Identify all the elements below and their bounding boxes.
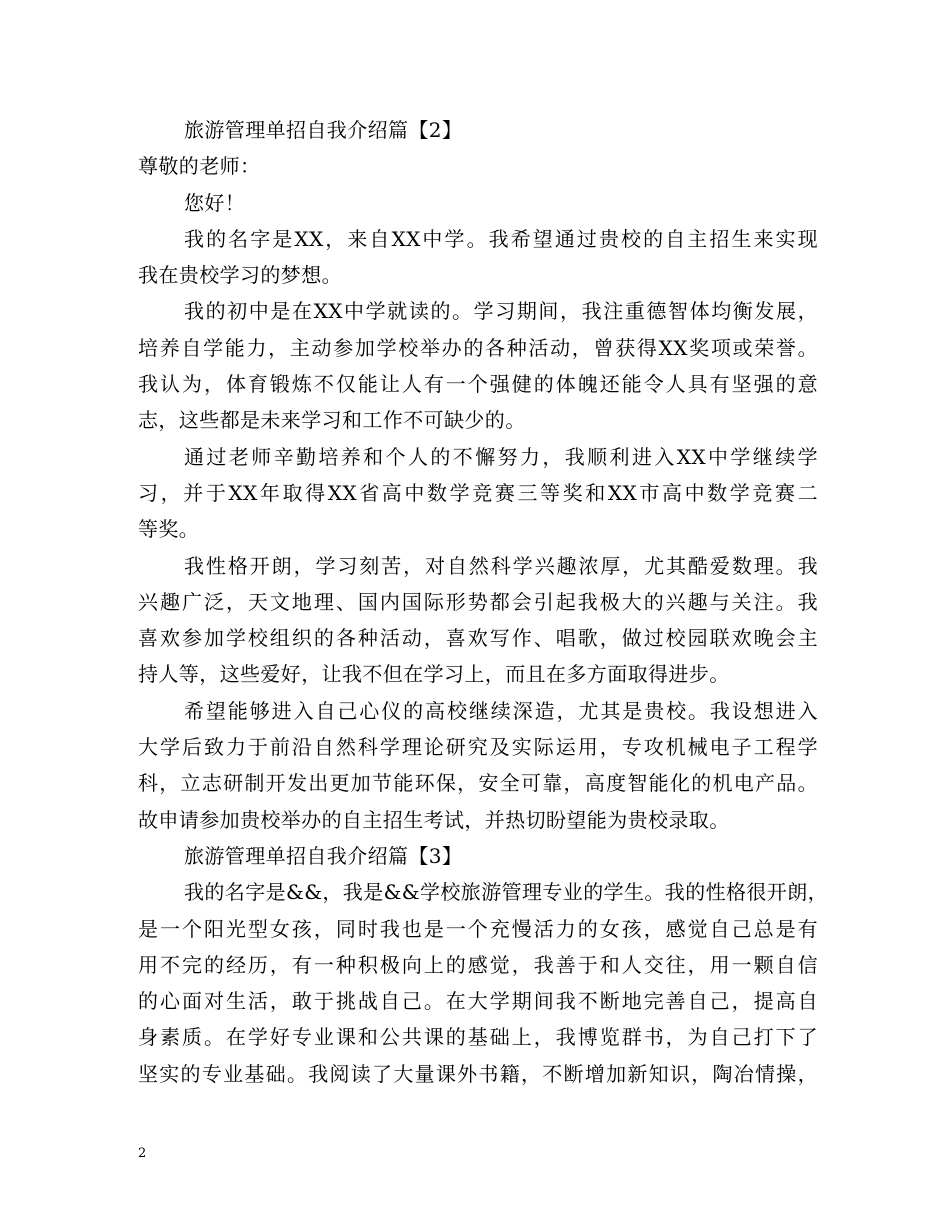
paragraph-line: 希望能够进入自己心仪的高校继续深造，尤其是贵校。我设想进入 (184, 698, 818, 723)
paragraph-line: 用不完的经历，有一种积极向上的感觉，我善于和人交往，用一颗自信 (138, 952, 818, 977)
paragraph-line: 我的初中是在XX中学就读的。学习期间，我注重德智体均衡发展， (184, 299, 818, 324)
paragraph-line: 兴趣广泛，天文地理、国内国际形势都会引起我极大的兴趣与关注。我 (138, 589, 818, 614)
paragraph-line: 故申请参加贵校举办的自主招生考试，并热切盼望能为贵校录取。 (138, 807, 730, 832)
paragraph-line: 我的名字是XX，来自XX中学。我希望通过贵校的自主招生来实现 (184, 226, 818, 251)
paragraph-line: 我在贵校学习的梦想。 (138, 263, 342, 288)
paragraph-line: 身素质。在学好专业课和公共课的基础上，我博览群书，为自己打下了 (138, 1025, 818, 1050)
paragraph-line: 我性格开朗，学习刻苦，对自然科学兴趣浓厚，尤其酷爱数理。我 (184, 553, 818, 578)
section-heading: 旅游管理单招自我介绍篇【2】 (184, 118, 463, 142)
paragraph-line: 的心面对生活，敢于挑战自己。在大学期间我不断地完善自己，提高自 (138, 989, 818, 1014)
section-heading: 旅游管理单招自我介绍篇【3】 (184, 843, 463, 868)
paragraph-line: 是一个阳光型女孩，同时我也是一个充慢活力的女孩，感觉自己总是有 (138, 916, 818, 941)
paragraph-line: 坚实的专业基础。我阅读了大量课外书籍，不断增加新知识，陶冶情操， (138, 1061, 818, 1086)
paragraph-line: 持人等，这些爱好，让我不但在学习上，而且在多方面取得进步。 (138, 662, 730, 687)
paragraph-line: 喜欢参加学校组织的各种活动，喜欢写作、唱歌，做过校园联欢晚会主 (138, 626, 818, 651)
paragraph-line: 等奖。 (138, 517, 200, 542)
paragraph-line: 习，并于XX年取得XX省高中数学竞赛三等奖和XX市高中数学竞赛二 (138, 480, 818, 505)
paragraph-line: 我的名字是&&，我是&&学校旅游管理专业的学生。我的性格很开朗， (184, 880, 829, 905)
paragraph-line: 培养自学能力，主动参加学校举办的各种活动，曾获得XX奖项或荣誉。 (138, 335, 818, 360)
document-body (138, 112, 829, 1092)
greeting: 您好！ (184, 190, 246, 215)
paragraph-line: 通过老师辛勤培养和个人的不懈努力，我顺利进入XX中学继续学 (184, 444, 818, 469)
paragraph-line: 科，立志研制开发出更加节能环保，安全可靠，高度智能化的机电产品。 (138, 771, 818, 796)
paragraph-line: 志，这些都是未来学习和工作不可缺少的。 (138, 408, 526, 433)
paragraph-line: 大学后致力于前沿自然科学理论研究及实际运用，专攻机械电子工程学 (138, 735, 818, 760)
salutation: 尊敬的老师： (138, 154, 261, 179)
paragraph-line: 我认为，体育锻炼不仅能让人有一个强健的体魄还能令人具有坚强的意 (138, 372, 818, 397)
page-number: 2 (138, 1146, 147, 1161)
